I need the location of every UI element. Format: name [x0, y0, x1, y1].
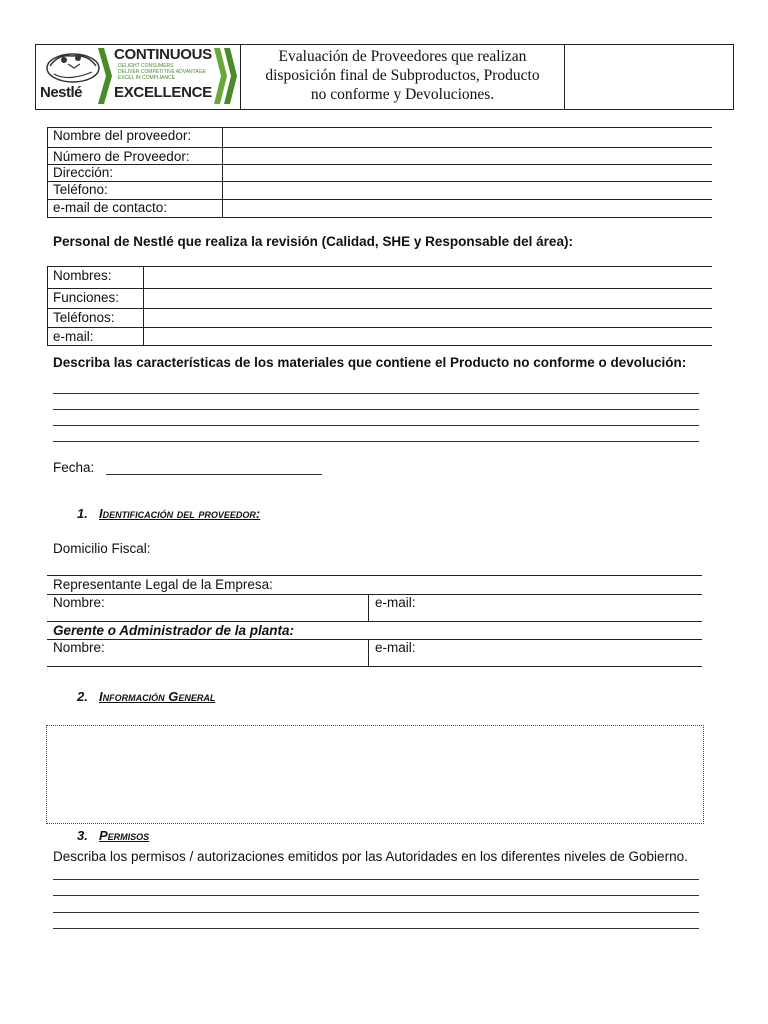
- legal-rep-label: Representante Legal de la Empresa:: [53, 577, 273, 592]
- materials-heading: Describa las características de los materiales que contiene el Producto no conforme o devolución:: [53, 355, 687, 370]
- title-line-1: Evaluación de Proveedores que realizan: [278, 48, 527, 65]
- permits-line[interactable]: [53, 879, 699, 880]
- section2-number: 2.: [77, 689, 88, 704]
- permits-line[interactable]: [53, 912, 699, 913]
- materials-line[interactable]: [53, 409, 699, 410]
- supplier-name-label: Nombre del proveedor:: [53, 128, 192, 143]
- supplier-email-label: e-mail de contacto:: [53, 200, 168, 215]
- section3-title: Permisos: [99, 828, 150, 843]
- fiscal-address-label: Domicilio Fiscal:: [53, 541, 151, 556]
- legal-rep-email-label: e-mail:: [375, 595, 416, 610]
- manager-email-label: e-mail:: [375, 640, 416, 655]
- title-line-2: disposición final de Subproductos, Producto: [265, 67, 540, 84]
- legal-rep-name-label: Nombre:: [53, 595, 105, 610]
- staff-roles-label: Funciones:: [53, 290, 120, 305]
- staff-names-label: Nombres:: [53, 268, 112, 283]
- staff-phones-label: Teléfonos:: [53, 310, 115, 325]
- logo-tag2: DELIVER COMPETITIVE ADVANTAGE: [118, 69, 206, 75]
- section1-title: Identificación del proveedor:: [99, 506, 261, 521]
- materials-line[interactable]: [53, 393, 699, 394]
- section3-number: 3.: [77, 828, 88, 843]
- date-field[interactable]: [106, 474, 322, 475]
- general-info-box[interactable]: [46, 725, 704, 824]
- title-line-3: no conforme y Devoluciones.: [310, 86, 495, 103]
- manager-name-label: Nombre:: [53, 640, 105, 655]
- logo-title-bottom: EXCELLENCE: [114, 84, 212, 101]
- section1-number: 1.: [77, 506, 88, 521]
- logo-brand: Nestlé: [40, 84, 83, 101]
- manager-label: Gerente o Administrador de la planta:: [53, 623, 295, 638]
- permits-description: Describa los permisos / autorizaciones emitidos por las Autoridades en los diferentes niveles de Gobierno.: [53, 849, 688, 864]
- logo: [38, 46, 238, 106]
- logo-tag3: EXCEL IN COMPLIANCE: [118, 75, 176, 81]
- logo-title-top: CONTINUOUS: [114, 46, 212, 63]
- staff-email-label: e-mail:: [53, 329, 94, 344]
- supplier-address-label: Dirección:: [53, 165, 114, 180]
- document-title: [241, 47, 564, 104]
- section2-title: Información General: [99, 689, 216, 704]
- date-label: Fecha:: [53, 460, 95, 475]
- permits-line[interactable]: [53, 928, 699, 929]
- supplier-phone-label: Teléfono:: [53, 182, 108, 197]
- materials-line[interactable]: [53, 425, 699, 426]
- materials-line[interactable]: [53, 441, 699, 442]
- supplier-number-label: Número de Proveedor:: [53, 149, 190, 164]
- permits-line[interactable]: [53, 895, 699, 896]
- logo-tag1: DELIGHT CONSUMERS: [118, 63, 174, 69]
- staff-heading: Personal de Nestlé que realiza la revisión (Calidad, SHE y Responsable del área):: [53, 234, 573, 249]
